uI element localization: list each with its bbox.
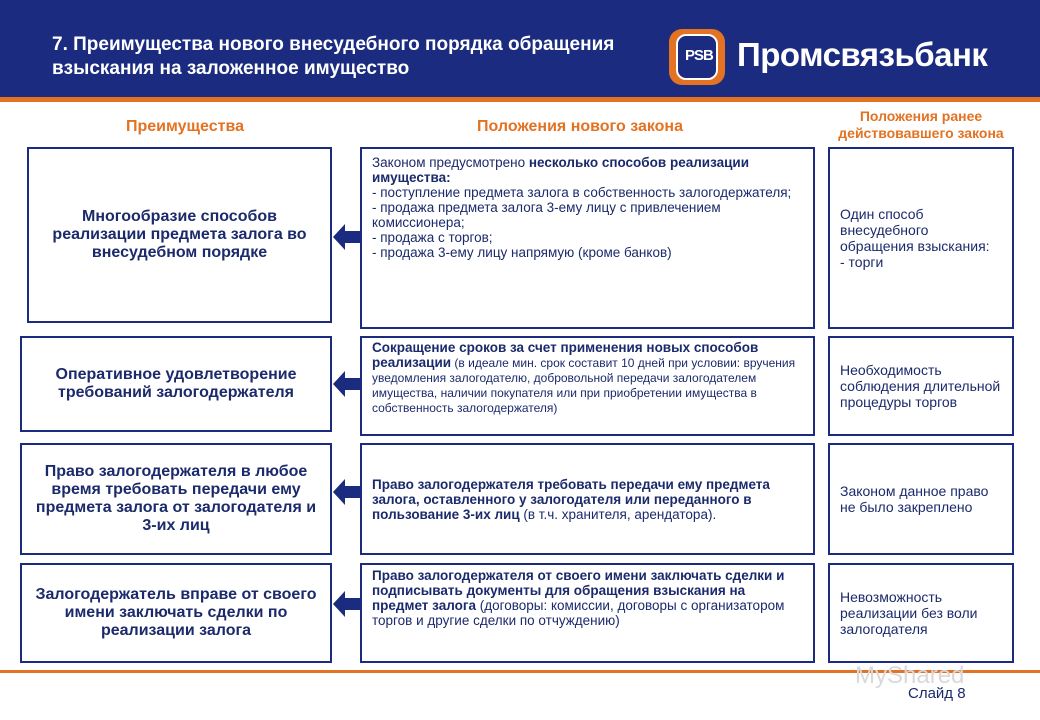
advantage-text: Оперативное удовлетворение требований залогодержателя — [55, 366, 297, 401]
page-title: 7. Преимущества нового внесудебного порядка обращения взыскания на заложенное имущество — [52, 34, 615, 79]
new-law-bold: Право залогодержателя требовать передачи ему предмета залога, оставленного у залогодателя или переданного в пользование 3-их лиц — [372, 476, 770, 522]
old-law-box-3 — [828, 443, 1014, 555]
new-law-box-2 — [360, 336, 815, 436]
advantage-text: Залогодержатель вправе от своего имени заключать сделки по реализации залога — [35, 586, 317, 639]
new-law-box-3 — [360, 443, 815, 555]
column-title-new-law: Положения нового закона — [477, 118, 683, 135]
old-law-text: Один способ внесудебного обращения взыскания: - торги — [840, 206, 990, 270]
advantage-text: Многообразие способов реализации предмета залога во внесудебном порядке — [52, 208, 307, 261]
new-law-box-4 — [360, 563, 815, 663]
logo-mark-text: PSB — [685, 47, 713, 64]
advantage-box-4 — [20, 563, 332, 663]
new-law-lead: Законом предусмотрено — [372, 155, 529, 170]
header-bar — [0, 0, 1040, 97]
new-law-bold: несколько способов реализации имущества: — [372, 155, 750, 185]
new-law-bold: Право залогодержателя от своего имени заключать сделки и подписывать документы для обращения взыскания на предмет залога — [372, 568, 785, 613]
advantage-box-2 — [20, 336, 332, 432]
arrow-left-icon — [333, 589, 363, 619]
arrow-left-icon — [333, 369, 363, 399]
watermark: MyShared — [855, 662, 965, 689]
arrow-left-icon — [333, 222, 363, 252]
arrow-left-icon — [333, 477, 363, 507]
old-law-text: Невозможность реализации без воли залогодателя — [840, 589, 978, 637]
list-item: - продажа с торгов; — [372, 230, 493, 245]
column-title-advantages: Преимущества — [126, 118, 244, 135]
old-law-box-4 — [828, 563, 1014, 663]
psb-logo-icon — [669, 29, 725, 85]
new-law-rest: (в идеале мин. срок составит 10 дней при условии: вручения уведомления залогодателю, добровольной передачи залогодателем имущества, наличии покупателя или при приобретении имущества в собственность залогодержателя) — [372, 356, 796, 415]
header-divider — [0, 97, 1040, 102]
old-law-text: Необходимость соблюдения длительной процедуры торгов — [840, 362, 1001, 410]
bank-name: Промсвязьбанк — [737, 36, 988, 73]
list-item: - поступление предмета залога в собственность залогодержателя; — [372, 185, 792, 200]
old-law-box-2 — [828, 336, 1014, 436]
new-law-rest: (в т.ч. хранителя, арендатора). — [519, 506, 717, 522]
slide-number: Слайд 8 — [908, 685, 966, 702]
new-law-box-1 — [360, 147, 815, 329]
advantage-box-3 — [20, 443, 332, 555]
new-law-bold: Сокращение сроков за счет применения новых способов реализации — [372, 340, 759, 370]
new-law-rest: (договоры: комиссии, договоры с организатором торгов и другие сделки по отчуждению) — [372, 598, 785, 628]
advantage-box-1 — [27, 147, 332, 323]
advantage-text: Право залогодержателя в любое время требовать передачи ему предмета залога от залогодателя и 3-их лиц — [35, 463, 317, 534]
old-law-text: Законом данное право не было закреплено — [840, 483, 989, 515]
column-title-old-law: Положения ранее действовавшего закона — [838, 108, 1004, 141]
old-law-box-1 — [828, 147, 1014, 329]
list-item: - продажа 3-ему лицу напрямую (кроме банков) — [372, 245, 672, 260]
list-item: - продажа предмета залога 3-ему лицу с привлечением комиссионера; — [372, 200, 721, 230]
